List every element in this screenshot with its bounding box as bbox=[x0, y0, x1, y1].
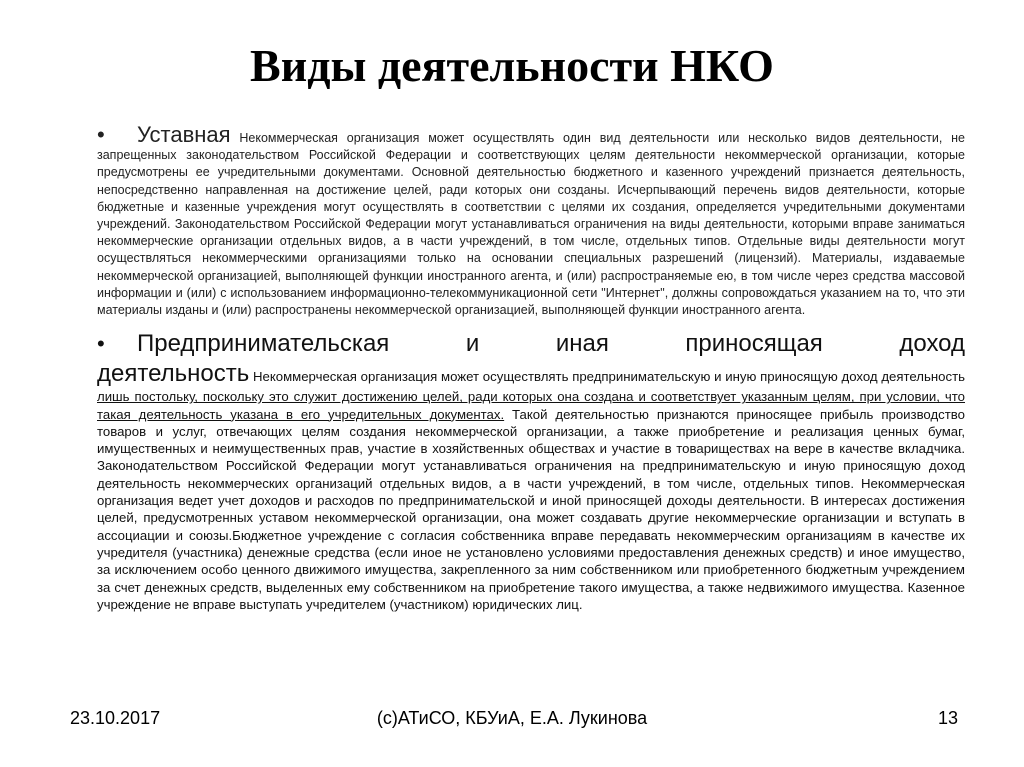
bullet-item-commercial bbox=[97, 327, 965, 613]
bullet-marker: • bbox=[97, 331, 105, 357]
item-lead-commercial bbox=[97, 327, 965, 360]
item-text-statutory: Некоммерческая организация может осуществлять один вид деятельности или несколько видов деятельности, не запрещенных законодательством Российской Федерации и соответствующих целям деятельности некоммерческой организации, которые предусмотрены ее учредительными документами. Основной деятельностью бюджетного и казенного учреждений признается деятельность, непосредственно направленная на достижение целей, ради которых они созданы. Исчерпывающий перечень видов деятельности, которые бюджетные и казенные учреждения могут осуществлять в соответствии с целями их создания, определяется учредительными документами учреждений. Законодательством Российской Федерации могут устанавливаться ограничения на виды деятельности, которыми вправе заниматься некоммерческие организации отдельных видов, а в части учреждений, в том числе, отдельных типов. Отдельные виды деятельности могут осуществляться некоммерческими организациями только на основании специальных разрешений (лицензий). Материалы, издаваемые некоммерческой организацией, выполняющей функции иностранного агента, и (или) распространяемые ею, в том числе через средства массовой информации и (или) с использованием информационно-телекоммуникационной сети "Интернет", должны сопровождаться указанием на то, что эти материалы изданы и (или) распространены некоммерческой организацией, выполняющей функции иностранного агента. bbox=[97, 131, 965, 318]
bullet-item-statutory bbox=[97, 122, 965, 319]
footer-date: 23.10.2017 bbox=[70, 708, 161, 728]
bullet-marker: • bbox=[97, 122, 105, 147]
item-text-commercial-b: Такой деятельностью признаются приносящее прибыль производство товаров и услуг, отвечающих целям создания некоммерческой организации, а также приобретение и реализация ценных бумаг, имущественных и неимущественных прав, участие в хозяйственных обществах и участие в товариществах на вере в качестве вкладчика. Законодательством Российской Федерации могут устанавливаться ограничения на предпринимательскую и иную приносящую доход деятельность некоммерческих организаций отдельных видов, а в части учреждений, в том числе, отдельных типов. Некоммерческая организация ведет учет доходов и расходов по предпринимательской и иной приносящей доходы деятельности. В интересах достижения целей, предусмотренных уставом некоммерческой организации, она может создавать другие некоммерческие организации и вступать в ассоциации и союзы.Бюджетное учреждение с согласия собственника вправе передавать некоммерческим организациям в качестве их учредителя (участника) денежные средства (если иное не установлено условиями предоставления денежных средств) и иное имущество, за исключением особо ценного движимого имущества, закрепленного за ним собственником или приобретенного бюджетным учреждением за счет денежных средств, выделенных ему собственником на приобретение такого имущества, а также недвижимого имущества. Казенное учреждение не вправе выступать учредителем (участником) юридических лиц. bbox=[97, 406, 965, 612]
item-lead-commercial-line1: Предпринимательская и иная приносящая доход bbox=[137, 330, 965, 358]
item-text-commercial-underlined: лишь постольку, поскольку это служит достижению целей, ради которых она создана и соответствует указанным целям, при условии, что такая деятельность указана в его учредительных документах. bbox=[97, 389, 965, 422]
slide-body bbox=[97, 122, 965, 613]
slide-title: Виды деятельности НКО bbox=[250, 40, 774, 91]
item-lead-statutory: Уставная bbox=[137, 122, 231, 147]
footer-page-number: 13 bbox=[937, 708, 958, 728]
item-lead-commercial-line2: деятельность bbox=[97, 360, 250, 388]
footer-author: (с)АТиСО, КБУиА, Е.А. Лукинова bbox=[376, 708, 648, 728]
item-text-commercial-a: Некоммерческая организация может осуществлять предпринимательскую и иную приносящую доход деятельность bbox=[252, 369, 965, 385]
